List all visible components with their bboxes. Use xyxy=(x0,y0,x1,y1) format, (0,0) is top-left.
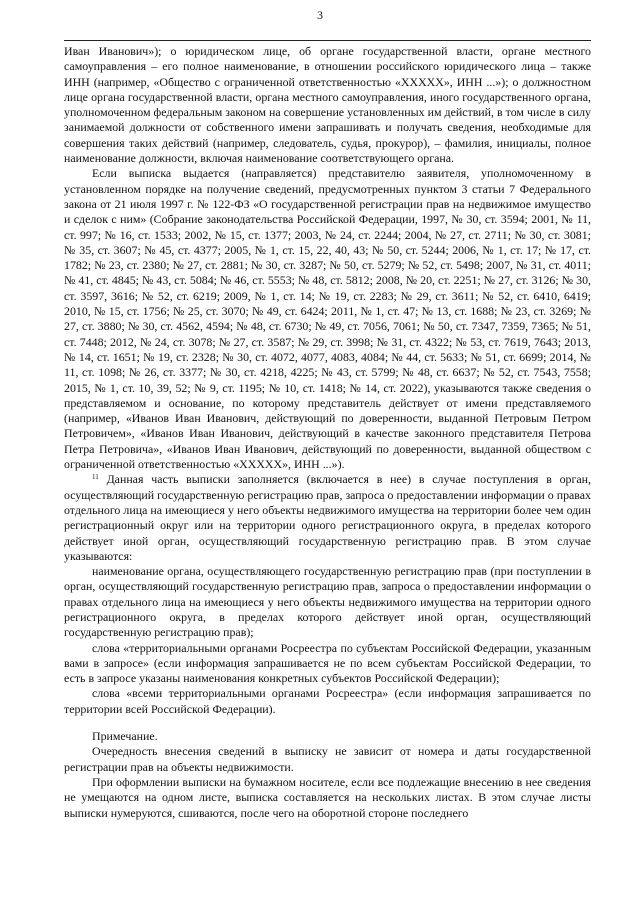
note-order-paragraph: Очередность внесения сведений в выписку не зависит от номера и даты государственной регистрации прав на объекты недвижимости. xyxy=(64,744,591,774)
footnote-11-text: Данная часть выписки заполняется (включается в нее) в случае поступления в орган, осуществляющий государственную регистрацию прав, запроса о предоставлении информации о правах отдельного лица на имеющиеся у него объекты недвижимого имущества на территории более чем один регистрационный округ или на территории одного регистрационного округа, в пределах которого действует иной орган, осуществляющий государственную регистрацию прав. В этом случае указываются: xyxy=(64,472,591,563)
list-item-territorial-bodies: слова «территориальными органами Росреестра по субъектам Российской Федерации, указанным вами в запросе» (если информация запрашивается не по всем субъектам Российской Федерации, то есть в запросе указаны наименования конкретных субъектов Российской Федерации); xyxy=(64,640,591,686)
list-item-all-bodies: слова «всеми территориальными органами Росреестра» (если информация запрашивается по территории всей Российской Федерации). xyxy=(64,686,591,716)
paragraph-footnote-11 xyxy=(64,472,591,564)
note-heading: Примечание. xyxy=(92,729,158,744)
list-item-organ-name: наименование органа, осуществляющего государственную регистрацию прав (при поступлении в орган, осуществляющий государственную регистрацию прав, запроса о предоставлении информации о правах отдельного лица на имеющиеся у него объекты недвижимого имущества на территории одного регистрационного округа, в пределах которого действует иной орган, осуществляющий государственную регистрацию прав); xyxy=(64,564,591,640)
footnote-separator-line xyxy=(64,40,591,41)
page-number: 3 xyxy=(317,8,323,22)
document-body xyxy=(64,44,591,821)
footnote-marker: 11 xyxy=(92,473,99,482)
footnote-continuation: Иван Иванович»); о юридическом лице, об органе государственной власти, органе местного самоуправления – его полное наименование, в отношении российского юридического лица – также ИНН (например, «Общество с ограниченной ответственностью «ХХХХХ», ИНН ...»); о должностном лице органа государственной власти, органа местного самоуправления, иного государственного органа, уполномоченном федеральным законом на совершение установленных им действий, в том числе в силу занимаемой должности от собственного имени запрашивать и получать сведения, необходимые для совершения таких действий (например, следователь, судья, прокурор), – фамилия, инициалы, полное наименование должности, включая наименование соответствующего органа. xyxy=(64,44,591,166)
paragraph-representative: Если выписка выдается (направляется) представителю заявителя, уполномоченному в установленном порядке на получение сведений, предусмотренных пунктом 3 статьи 7 Федерального закона от 21 июля 1997 г. № 122-ФЗ «О государственной регистрации прав на недвижимое имущество и сделок с ним» (Собрание законодательства Российской Федерации, 1997, № 30, ст. 3594; 2001, № 11, ст. 997; № 16, ст. 1533; 2002, № 15, ст. 1377; 2003, № 24, ст. 2244; 2004, № 27, ст. 2711; № 30, ст. 3081; № 35, ст. 3607; № 45, ст. 4377; 2005, № 1, ст. 15, 22, 40, 43; № 50, ст. 5244; 2006, № 1, ст. 17; № 17, ст. 1782; № 23, ст. 2380; № 27, ст. 2881; № 30, ст. 3287; № 50, ст. 5279; № 52, ст. 5498; 2007, № 31, ст. 4011; № 41, ст. 4845; № 43, ст. 5084; № 46, ст. 5553; № 48, ст. 5812; 2008, № 20, ст. 2251; № 27, ст. 3126; № 30, ст. 3597, 3616; № 52, ст. 6219; 2009, № 1, ст. 14; № 19, ст. 2283; № 29, ст. 3611; № 52, ст. 6410, 6419; 2010, № 15, ст. 1756; № 25, ст. 3070; № 49, ст. 6424; 2011, № 1, ст. 47; № 13, ст. 1688; № 23, ст. 3269; № 27, ст. 3880; № 30, ст. 4562, 4594; № 48, ст. 6730; № 49, ст. 7056, 7061; № 50, ст. 7347, 7359, 7365; № 51, ст. 7448; 2012, № 24, ст. 3078; № 27, ст. 3587; № 29, ст. 3998; № 31, ст. 4322; № 53, ст. 7619, 7643; 2013, № 14, ст. 1651; № 19, ст. 2328; № 30, ст. 4072, 4077, 4083, 4084; № 44, ст. 5633; № 51, ст. 6699; 2014, № 11, ст. 1098; № 26, ст. 3377; № 30, ст. 4218, 4225; № 43, ст. 5799; № 48, ст. 6637; № 52, ст. 7543, 7558; 2015, № 1, ст. 10, 39, 52; № 9, ст. 1195; № 10, ст. 1418; № 14, ст. 2022), указываются также сведения о представляемом и основание, по которому представитель действует от имени представляемого (например, «Иванов Иван Иванович, действующий по доверенности, выданной Петровым Петром Петровичем», «Иванов Иван Иванович, действующий в качестве законного представителя Петрова Петра Петровича», «Иванов Иван Иванович, действующий по доверенности, выданной обществом с ограниченной ответственностью «ХХХХХ», ИНН ...»). xyxy=(64,166,591,472)
note-paper-paragraph: При оформлении выписки на бумажном носителе, если все подлежащие внесению в нее сведения не умещаются на одном листе, выписка составляется на нескольких листах. В этом случае листы выписки нумеруются, сшиваются, после чего на оборотной стороне последнего xyxy=(64,774,591,820)
